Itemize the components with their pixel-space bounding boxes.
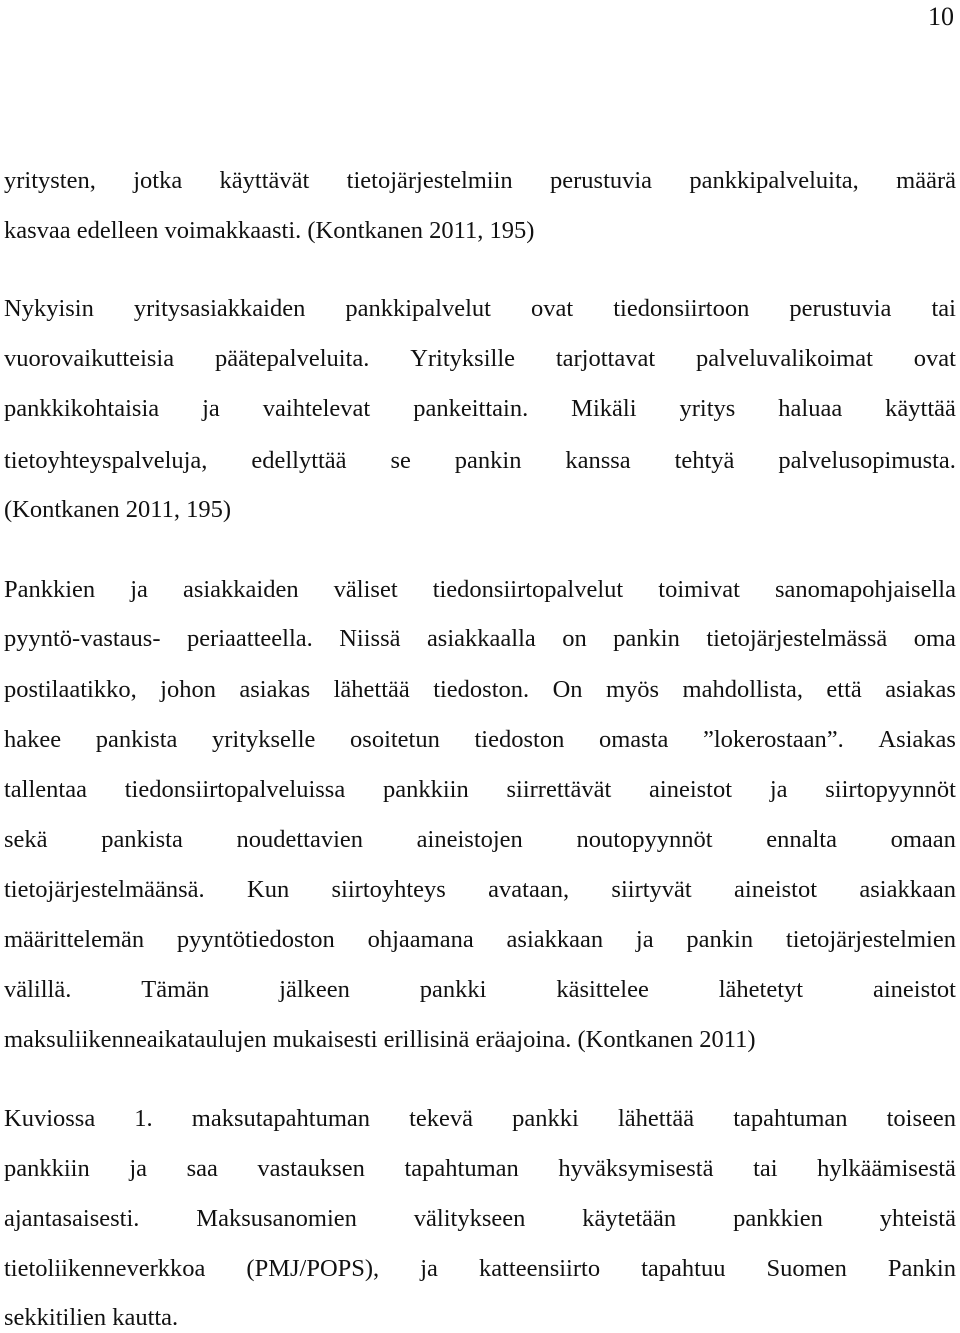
word: sekä: [4, 826, 48, 853]
word: jotka: [133, 167, 183, 194]
paragraph-3-line-2: [4, 624, 956, 654]
word: pankin: [686, 926, 754, 953]
word: aineistot: [734, 876, 818, 903]
word: käsittelee: [556, 976, 649, 1003]
word: haluaa: [778, 395, 843, 422]
word: pankkipalveluita,: [689, 167, 859, 194]
word: tiedonsiirtoon: [613, 295, 750, 322]
paragraph-4-line-3: [4, 1204, 956, 1234]
paragraph-3-line-3: [4, 675, 956, 705]
word: tiedoston: [474, 726, 565, 753]
word: pankkien: [733, 1205, 823, 1232]
word: tietojärjestelmäänsä.: [4, 876, 205, 903]
word: tietojärjestelmien: [785, 926, 956, 953]
word: myös: [605, 676, 660, 703]
word: pankin: [613, 625, 680, 652]
word: lähettää: [333, 676, 410, 703]
word: Suomen: [766, 1255, 847, 1282]
word: Nykyisin: [4, 295, 94, 322]
paragraph-3-line-5: [4, 775, 956, 805]
word: palveluvalikoimat: [696, 345, 873, 372]
word: tietoyhteyspalveluja,: [4, 447, 208, 474]
word: (PMJ/POPS),: [246, 1255, 380, 1282]
word: Kun: [247, 876, 290, 903]
paragraph-3-line-6: [4, 825, 956, 855]
word: yritys: [679, 395, 736, 422]
word: että: [826, 676, 862, 703]
word: hylkäämisestä: [817, 1155, 956, 1182]
word: tiedoston.: [433, 676, 530, 703]
word: pankki: [512, 1105, 579, 1132]
word: maksutapahtuman: [191, 1105, 371, 1132]
word: pankkikohtaisia: [4, 395, 160, 422]
word: tehtyä: [674, 447, 735, 474]
word: hyväksymisestä: [558, 1155, 714, 1182]
word: siirtopyynnöt: [825, 776, 956, 803]
word: tietojärjestelmässä: [706, 625, 888, 652]
word: yritysasiakkaiden: [133, 295, 306, 322]
word: toiseen: [886, 1105, 956, 1132]
word: mahdollista,: [682, 676, 803, 703]
word: edellyttää: [251, 447, 347, 474]
word: tapahtuman: [404, 1155, 519, 1182]
paragraph-3-line-1: [4, 575, 956, 605]
word: kanssa: [565, 447, 631, 474]
word: noudettavien: [236, 826, 364, 853]
word: Tämän: [141, 976, 210, 1003]
paragraph-2-line-4: [4, 446, 956, 476]
paragraph-2-line-1: [4, 294, 956, 324]
word: Yrityksille: [410, 345, 515, 372]
word: Mikäli: [571, 395, 637, 422]
word: ja: [202, 395, 220, 422]
word: pankki: [419, 976, 487, 1003]
word: jälkeen: [279, 976, 350, 1003]
word: osoitetun: [350, 726, 440, 753]
paragraph-3-line-4: [4, 725, 956, 755]
word: yritykselle: [212, 726, 316, 753]
word: lähetetyt: [718, 976, 804, 1003]
word: perustuvia: [789, 295, 892, 322]
word: oma: [913, 625, 956, 652]
word: siirtoyhteys: [331, 876, 446, 903]
word: noutopyynnöt: [576, 826, 713, 853]
word: vastauksen: [257, 1155, 365, 1182]
paragraph-3-line-8: [4, 925, 956, 955]
word: saa: [186, 1155, 218, 1182]
word: toimivat: [658, 576, 740, 603]
word: johon: [160, 676, 216, 703]
word: määrittelemän: [4, 926, 145, 953]
word: ja: [130, 576, 148, 603]
word: aineistot: [872, 976, 956, 1003]
paragraph-4-line-5: sekkitilien kautta.: [4, 1304, 179, 1331]
word: asiakas: [239, 676, 311, 703]
word: tietoliikenneverkkoa: [4, 1255, 206, 1282]
paragraph-2-line-3: [4, 394, 956, 424]
word: pyyntötiedoston: [176, 926, 335, 953]
word: tietojärjestelmiin: [346, 167, 513, 194]
word: katteensiirto: [478, 1255, 601, 1282]
word: sanomapohjaisella: [774, 576, 956, 603]
word: pankin: [454, 447, 522, 474]
word: ovat: [913, 345, 956, 372]
word: käytetään: [582, 1205, 677, 1232]
word: Maksusanomien: [196, 1205, 357, 1232]
word: omaan: [890, 826, 956, 853]
word: pyyntö-vastaus-: [4, 625, 161, 652]
word: perustuvia: [550, 167, 653, 194]
word: tarjottavat: [555, 345, 656, 372]
word: pankeittain.: [413, 395, 529, 422]
paragraph-1-line-1: [4, 166, 956, 196]
word: aineistot: [649, 776, 733, 803]
paragraph-1-line-2: kasvaa edelleen voimakkaasti. (Kontkanen 2011, 195): [4, 217, 535, 244]
word: asiakkaan: [506, 926, 604, 953]
word: tekevä: [409, 1105, 474, 1132]
paragraph-3-line-7: [4, 875, 956, 905]
word: ovat: [531, 295, 574, 322]
word: ja: [635, 926, 654, 953]
word: pankista: [95, 726, 178, 753]
paragraph-2-line-5: (Kontkanen 2011, 195): [4, 496, 232, 523]
word: tapahtuu: [641, 1255, 726, 1282]
word: siirrettävät: [506, 776, 612, 803]
paragraph-4-line-1: [4, 1104, 956, 1134]
word: siirtyvät: [611, 876, 692, 903]
word: pankkiin: [382, 776, 469, 803]
word: määrä: [896, 167, 956, 194]
word: ”lokerostaan”.: [702, 726, 844, 753]
word: avataan,: [488, 876, 570, 903]
paragraph-3-line-10: maksuliikenneaikataulujen mukaisesti erillisinä eräajoina. (Kontkanen 2011): [4, 1026, 756, 1053]
paragraph-4-line-2: [4, 1154, 956, 1184]
word: tallentaa: [4, 776, 87, 803]
word: tapahtuman: [733, 1105, 848, 1132]
word: tai: [753, 1155, 778, 1182]
word: Pankkien: [4, 576, 96, 603]
word: ajantasaisesti.: [4, 1205, 140, 1232]
word: ennalta: [766, 826, 837, 853]
word: päätepalveluita.: [214, 345, 370, 372]
word: periaatteella.: [186, 625, 313, 652]
word: Asiakas: [878, 726, 956, 753]
word: ja: [769, 776, 788, 803]
word: 1.: [134, 1105, 153, 1132]
word: lähettää: [617, 1105, 695, 1132]
paragraph-2-line-2: [4, 344, 956, 374]
word: asiakkaalla: [426, 625, 536, 652]
word: ja: [129, 1155, 147, 1182]
word: ohjaamana: [367, 926, 474, 953]
word: pankista: [101, 826, 183, 853]
word: palvelusopimusta.: [778, 447, 956, 474]
word: asiakkaiden: [182, 576, 299, 603]
word: asiakas: [885, 676, 956, 703]
word: aineistojen: [416, 826, 523, 853]
word: väliset: [333, 576, 398, 603]
word: tiedonsiirtopalveluissa: [124, 776, 346, 803]
word: pankkipalvelut: [345, 295, 491, 322]
word: se: [390, 447, 411, 474]
word: hakee: [4, 726, 62, 753]
paragraph-3-line-9: [4, 975, 956, 1005]
word: vuorovaikutteisia: [4, 345, 175, 372]
word: tai: [931, 295, 956, 322]
word: vaihtelevat: [262, 395, 371, 422]
paragraph-4-line-4: [4, 1254, 956, 1284]
word: Pankin: [887, 1255, 956, 1282]
word: käyttävät: [219, 167, 310, 194]
word: yritysten,: [4, 167, 96, 194]
word: yhteistä: [879, 1205, 956, 1232]
word: on: [562, 625, 587, 652]
word: pankkiin: [4, 1155, 90, 1182]
word: tiedonsiirtopalvelut: [432, 576, 624, 603]
word: välitykseen: [413, 1205, 526, 1232]
word: omasta: [598, 726, 669, 753]
word: postilaatikko,: [4, 676, 137, 703]
word: asiakkaan: [859, 876, 956, 903]
word: käyttää: [885, 395, 956, 422]
word: On: [552, 676, 583, 703]
word: Kuviossa: [4, 1105, 96, 1132]
page-number: 10: [928, 2, 954, 31]
word: välillä.: [4, 976, 72, 1003]
word: ja: [420, 1255, 438, 1282]
word: Niissä: [339, 625, 401, 652]
